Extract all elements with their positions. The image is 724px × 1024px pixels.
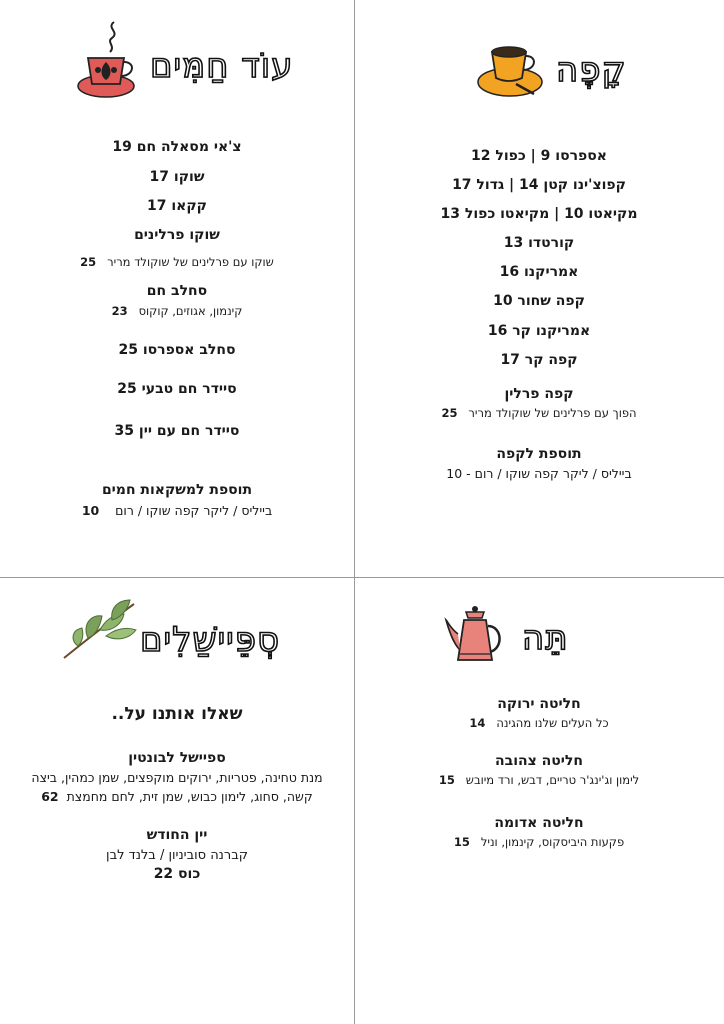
hot-item: סחלב אספרסו 25 (118, 342, 236, 358)
coffee-item: אספרסו 9 | כפול 12 (471, 148, 607, 164)
coffee-item: קורטדו 13 (503, 235, 575, 251)
hot-addon-price: 10 (81, 503, 100, 518)
choco-praline-desc: שוקו עם פרלינים של שוקולד מריר (107, 255, 274, 269)
coffee-item: מקיאטו 10 | מקיאטו כפול 13 (440, 206, 638, 222)
coffee-praline-desc: הפוך עם פרלינים של שוקולד מריר (468, 406, 637, 420)
lebanon-special-name: ספיישל לבונטין (128, 750, 226, 766)
wine-desc: קברנה סוביניון / בלנד לבן (106, 848, 248, 863)
lebanon-special-line2 (0, 789, 354, 804)
hot-item: שוקו 17 (149, 169, 205, 185)
horizontal-divider (0, 577, 724, 578)
hot-item: סיידר חם עם יין 35 (114, 423, 240, 439)
tea-title: תֵּה (522, 618, 569, 658)
teapot-icon (444, 604, 510, 666)
hot-addon-name: תוספת למשקאות חמים (101, 482, 253, 498)
hot-title: עוֹד חַמִּים (150, 46, 294, 86)
tea-item-name: חליטה צהובה (495, 753, 583, 769)
tea-item-desc: פקעות היביסקוס, קינמון, וניל (480, 835, 625, 849)
lebanon-special-line1: מנת טחינה, פטריות, ירוקים מוקפצים, שמן כמהין, ביצה (31, 770, 323, 785)
leaf-branch-icon (60, 596, 140, 662)
specials-title: סְפֵּיישַׁלִים (140, 620, 281, 660)
wine-glass-price: כוס 22 (153, 866, 201, 882)
hot-cup-icon (76, 20, 140, 100)
coffee-item: קפה שחור 10 (493, 293, 585, 309)
coffee-title: קָפֶה (556, 50, 627, 90)
tea-item-line (354, 835, 724, 849)
tea-item-desc: לימון וג'ינג'ר טריים, דבש, ורד מיובש (465, 773, 640, 787)
choco-praline-name: שוקו פרלינים (134, 227, 220, 243)
hot-item: קקאו 17 (147, 198, 207, 214)
tea-item-desc: כל העלים שלנו מהגינה (496, 716, 609, 730)
hot-milk-price: 23 (111, 304, 128, 318)
lebanon-special-price: 62 (41, 789, 59, 804)
tea-item-price: 15 (438, 773, 455, 787)
hot-addon-line (0, 503, 354, 518)
coffee-praline-price: 25 (441, 406, 458, 420)
coffee-item: אמריקנו קר 16 (487, 323, 591, 339)
tea-item-name: חליטה ירוקה (497, 696, 581, 712)
hot-milk-line (0, 304, 354, 318)
hot-addon-desc: בייליס / ליקר קפה שוקו / רום (115, 503, 273, 518)
coffee-addon-desc: בייליס / ליקר קפה שוקו / רום - 10 (446, 466, 632, 481)
hot-item: סיידר חם טבעי 25 (117, 381, 237, 397)
hot-milk-desc: קינמון, אגוזים, קוקוס (138, 304, 243, 318)
coffee-cup-icon (476, 38, 544, 100)
tea-item-line (354, 716, 724, 730)
coffee-item: אמריקנו 16 (499, 264, 579, 280)
coffee-item: קפוצ'ינו קטן 14 | גדול 17 (452, 177, 626, 193)
choco-praline-price: 25 (80, 255, 97, 269)
tea-item-price: 14 (469, 716, 486, 730)
hot-milk-name: סחלב חם (146, 283, 208, 299)
choco-praline-line (0, 255, 354, 269)
coffee-praline-line (354, 406, 724, 420)
specials-ask: שאלו אותנו על.. (111, 704, 243, 724)
tea-item-line (354, 773, 724, 787)
tea-item-name: חליטה אדומה (494, 815, 584, 831)
coffee-addon-name: תוספת לקפה (496, 446, 582, 462)
tea-item-price: 15 (453, 835, 470, 849)
hot-item: צ'אי מסאלה חם 19 (112, 139, 242, 155)
coffee-item: קפה קר 17 (500, 352, 578, 368)
coffee-praline-name: קפה פרלין (504, 386, 574, 402)
wine-name: יין החודש (146, 827, 208, 843)
lebanon-special-desc2: קשה, סחוג, לימון כבוש, שמן זית, לחם מחמצת (66, 789, 313, 804)
